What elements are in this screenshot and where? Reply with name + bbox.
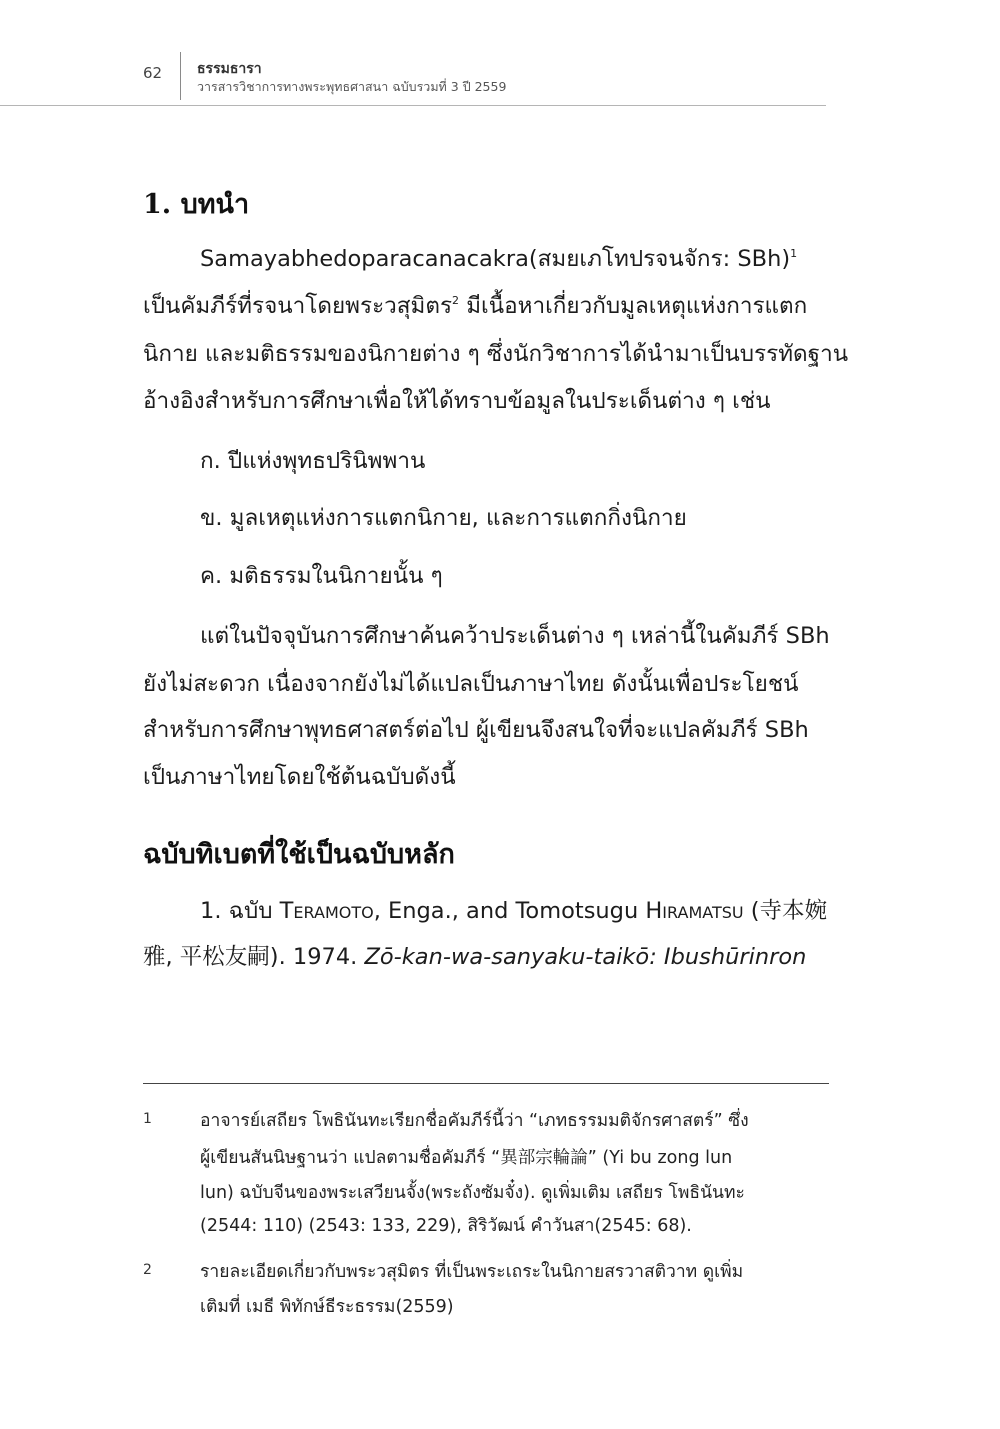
- intro-line-4: อ้างอิงสำหรับการศึกษาเพื่อให้ได้ทราบข้อมูลในประเด็นต่าง ๆ เช่น: [143, 388, 771, 414]
- intro-text: เป็นคัมภีร์ที่รจนาโดยพระวสุมิตร: [143, 293, 453, 319]
- reference-line-2: [143, 941, 806, 973]
- journal-subtitle: วารสารวิชาการทางพระพุทธศาสนา ฉบับรวมที่ 3 ปี 2559: [197, 79, 507, 94]
- paragraph-line: ยังไม่สะดวก เนื่องจากยังไม่ได้แปลเป็นภาษาไทย ดังนั้นเพื่อประโยชน์: [143, 671, 799, 697]
- journal-name: ธรรมธารา: [197, 61, 262, 77]
- footnote-ref-1[interactable]: 1: [790, 247, 798, 260]
- footnote-2-line: เติมที่ เมธี พิทักษ์ธีระธรรม(2559): [200, 1297, 454, 1317]
- list-item: ค. มติธรรมในนิกายนั้น ๆ: [200, 563, 443, 589]
- ref-prefix: 1. ฉบับ: [200, 898, 280, 924]
- section-heading-tibetan-edition: ฉบับทิเบตที่ใช้เป็นฉบับหลัก: [143, 839, 455, 870]
- paragraph-line: แต่ในปัจจุบันการศึกษาค้นคว้าประเด็นต่าง ๆ เหล่านี้ในคัมภีร์ SBh: [200, 623, 830, 649]
- paragraph-line: เป็นภาษาไทยโดยใช้ต้นฉบับดังนี้: [143, 764, 456, 790]
- footnote-divider: [143, 1083, 829, 1084]
- footnote-number-2: 2: [143, 1262, 152, 1278]
- header-divider-horizontal: [0, 105, 826, 106]
- list-item: ข. มูลเหตุแห่งการแตกนิกาย, และการแตกกิ่งนิกาย: [200, 505, 687, 531]
- ref-text: , Enga., and Tomotsugu: [373, 898, 646, 924]
- ref-author-1: Teramoto: [279, 898, 374, 924]
- ref-author-2: Hiramatsu: [645, 898, 744, 924]
- footnote-2-line: รายละเอียดเกี่ยวกับพระวสุมิตร ที่เป็นพระเถระในนิกายสรวาสติวาท ดูเพิ่ม: [200, 1262, 744, 1282]
- page-number: 62: [143, 64, 163, 82]
- intro-text: Samayabhedoparacanacakra(สมยเภโทปรจนจักร: SBh): [200, 246, 791, 272]
- footnote-1-line: (2544: 110) (2543: 133, 229), สิริวัฒน์ คำวันสา(2545: 68).: [200, 1216, 692, 1236]
- list-item: ก. ปีแห่งพุทธปรินิพพาน: [200, 448, 426, 474]
- section-heading-introduction: 1. บทนำ: [143, 189, 250, 220]
- intro-line-3: นิกาย และมติธรรมของนิกายต่าง ๆ ซึ่งนักวิชาการได้นำมาเป็นบรรทัดฐาน: [143, 341, 849, 367]
- intro-line-2: [143, 290, 807, 322]
- ref-title: Zō-kan-wa-sanyaku-taikō: Ibushūrinron: [364, 944, 807, 970]
- ref-text: 雅, 平松友嗣). 1974.: [143, 944, 365, 970]
- ref-cjk: (寺本婉: [743, 898, 828, 924]
- paragraph-line: สำหรับการศึกษาพุทธศาสตร์ต่อไป ผู้เขียนจึงสนใจที่จะแปลคัมภีร์ SBh: [143, 717, 809, 743]
- header-divider-vertical: [180, 52, 181, 100]
- footnote-ref-2[interactable]: 2: [452, 294, 460, 307]
- footnote-number-1: 1: [143, 1111, 152, 1127]
- footnote-1-line: อาจารย์เสถียร โพธินันทะเรียกชื่อคัมภีร์นี้ว่า “เภทธรรมมติจักรศาสตร์” ซึ่ง: [200, 1111, 749, 1131]
- intro-line-1: [200, 243, 797, 275]
- reference-line-1: [200, 895, 827, 927]
- intro-text: มีเนื้อหาเกี่ยวกับมูลเหตุแห่งการแตก: [459, 293, 808, 319]
- footnote-1-line: lun) ฉบับจีนของพระเสวียนจั้ง(พระถังซัมจั๋ง). ดูเพิ่มเติม เสถียร โพธินันทะ: [200, 1183, 745, 1203]
- footnote-1-line: ผู้เขียนสันนิษฐานว่า แปลตามชื่อคัมภีร์ “異部宗輪論” (Yi bu zong lun: [200, 1148, 733, 1168]
